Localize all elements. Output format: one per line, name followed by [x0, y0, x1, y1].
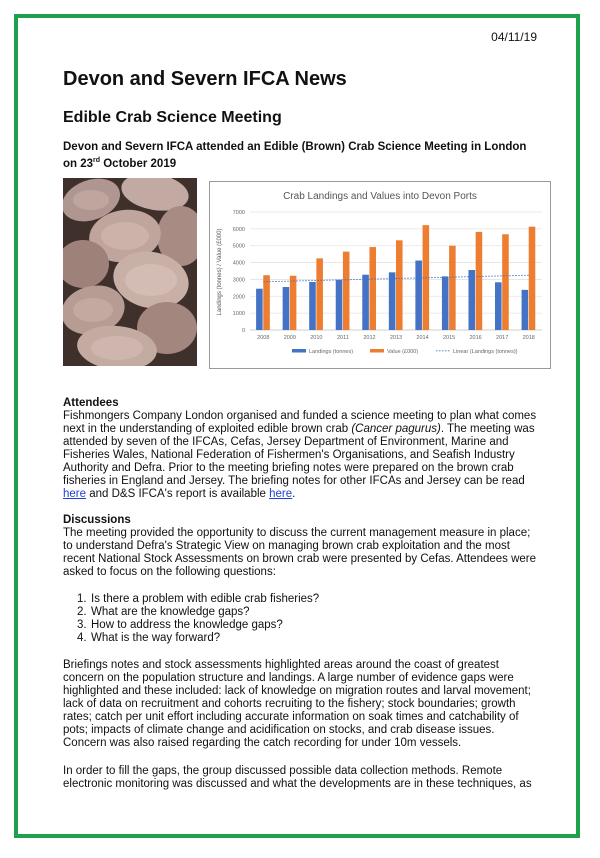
bar-landings: [362, 275, 369, 330]
bar-value: [529, 227, 536, 330]
bar-landings: [283, 287, 290, 330]
x-tick-label: 2011: [336, 335, 349, 341]
bar-value: [290, 276, 297, 330]
x-tick-label: 2016: [469, 335, 482, 341]
crab-photo: [63, 178, 197, 366]
discussions-section: [63, 514, 539, 579]
list-text: Is there a problem with edible crab fisheries?: [91, 593, 320, 605]
bar-landings: [522, 290, 529, 330]
bar-landings: [415, 261, 422, 330]
x-tick-label: 2009: [283, 335, 296, 341]
x-tick-label: 2018: [522, 335, 535, 341]
bar-value: [449, 246, 456, 330]
crab-landings-chart: [209, 181, 551, 369]
y-tick-label: 0: [241, 328, 245, 334]
lead-superscript: rd: [93, 157, 101, 164]
bar-landings: [442, 276, 449, 330]
briefing-notes-link[interactable]: here: [63, 488, 87, 500]
bar-landings: [495, 282, 502, 330]
bar-value: [316, 258, 323, 330]
chart-title: Crab Landings and Values into Devon Ports: [283, 191, 477, 202]
bar-value: [263, 275, 270, 330]
legend-swatch: [292, 349, 306, 353]
y-tick-label: 2000: [232, 294, 245, 301]
x-tick-label: 2013: [389, 335, 403, 341]
legend-label: Value (£000): [387, 349, 419, 355]
bar-landings: [468, 270, 475, 330]
list-text: What are the knowledge gaps?: [91, 606, 250, 618]
x-tick-label: 2014: [416, 335, 429, 341]
bar-value: [396, 240, 403, 330]
bar-value: [476, 232, 483, 330]
evidence-gaps-paragraph: Briefings notes and stock assessments highlighted areas around the coast of greatest concern on the population structure and landings. A large number of evidence gaps were highlighted and these included: lack of knowledge on migration routes and larval movement; lack of data on recruitment and cohorts recruiting to the fishery; stock boundaries; growth rates; catch per unit effort including accurate information on soak times and catchability of pots; impacts of climate change and acidification on stocks, and crab disease issues. Concern was also raised regarding the catch recording for under 10m vessels.: [63, 659, 531, 749]
chart-y-axis-label: Landings (tonnes) / Value (£000): [217, 228, 223, 316]
legend-swatch: [370, 349, 384, 353]
lead-text-end: October 2019: [100, 157, 177, 170]
list-item: [63, 619, 539, 632]
bar-value: [502, 234, 509, 330]
bar-landings: [389, 272, 396, 330]
list-number: 2.: [77, 606, 87, 618]
y-tick-label: 1000: [232, 311, 245, 318]
y-tick-label: 4000: [232, 260, 245, 267]
bar-value: [343, 252, 350, 330]
legend-label: Linear (Landings (tonnes)): [453, 349, 518, 355]
x-tick-label: 2008: [257, 335, 270, 341]
questions-list: [63, 593, 539, 645]
issue-date: 04/11/19: [491, 30, 537, 44]
attendees-text-1: Fishmongers Company London organised and funded a science meeting to plan what comes next in the understanding of exploited edible brown crab: [63, 410, 537, 435]
article-lead: [63, 140, 533, 171]
x-tick-label: 2017: [496, 335, 509, 341]
newsletter-title: Devon and Severn IFCA News: [63, 68, 347, 90]
questions-list-wrap: [63, 593, 539, 645]
bar-landings: [336, 280, 343, 330]
data-collection-section: [63, 765, 539, 791]
article-title: Edible Crab Science Meeting: [63, 109, 282, 126]
evidence-gaps-section: [63, 659, 539, 750]
discussions-paragraph: The meeting provided the opportunity to discuss the current management measure in place; to understand Defra's Strategic View on managing brown crab exploitation and the most recent National Stock Assessments on brown crab were presented by Cefas. Attendees were asked to focus on the following questions:: [63, 527, 537, 578]
list-item: [63, 632, 539, 645]
attendees-text-2: . The meeting was attended by seven of the IFCAs, Cefas, Jersey Department of Environment, Marine and Fisheries Wales, National Federation of Fishermen's Organisations, and Seafish Industry Authority and Defra. Prior to the meeting briefing notes were prepared on the brown crab fisheries in England and Jersey. The briefing notes for other IFCAs and Jersey can be read: [63, 423, 535, 487]
lead-text: Devon and Severn IFCA attended an Edible (Brown) Crab Science Meeting in London on 23: [63, 141, 527, 170]
species-name: (Cancer pagurus): [351, 423, 441, 435]
list-text: What is the way forward?: [91, 632, 221, 644]
x-tick-label: 2012: [363, 335, 376, 341]
ds-ifca-report-link[interactable]: here: [269, 488, 293, 500]
list-item: [63, 606, 539, 619]
y-tick-label: 3000: [232, 277, 245, 284]
attendees-section: [63, 397, 539, 501]
attendees-text-3: and D&S IFCA's report is available: [86, 488, 270, 500]
list-number: 3.: [77, 619, 87, 631]
list-number: 4.: [77, 632, 87, 644]
discussions-heading: Discussions: [63, 514, 131, 526]
list-number: 1.: [77, 593, 87, 605]
data-collection-paragraph: In order to fill the gaps, the group discussed possible data collection methods. Remote electronic monitoring was discussed and what the developments are in these techniques, as: [63, 765, 532, 790]
y-tick-label: 7000: [232, 210, 245, 216]
attendees-paragraph: [63, 410, 539, 501]
attendees-heading: Attendees: [63, 397, 119, 409]
list-item: [63, 593, 539, 606]
y-tick-label: 5000: [232, 243, 245, 250]
bar-value: [369, 247, 376, 330]
list-text: How to address the knowledge gaps?: [91, 619, 283, 631]
x-tick-label: 2015: [442, 335, 456, 341]
bar-landings: [309, 282, 316, 330]
x-tick-label: 2010: [310, 335, 323, 341]
bar-landings: [256, 289, 263, 330]
attendees-text-4: .: [292, 488, 296, 500]
y-tick-label: 6000: [232, 226, 245, 233]
legend-label: Landings (tonnes): [309, 349, 354, 355]
chart-canvas: [210, 182, 550, 368]
